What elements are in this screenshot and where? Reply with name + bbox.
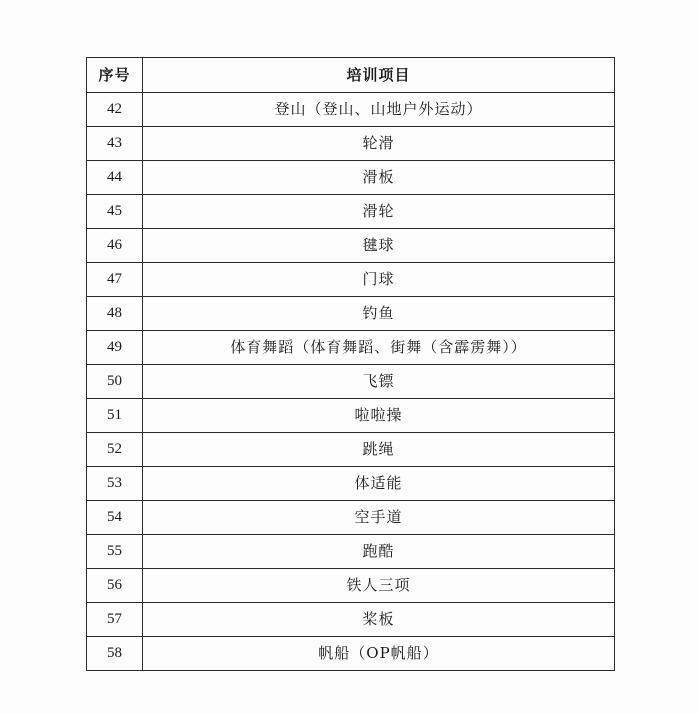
row-item: 钓鱼 [143, 297, 615, 331]
table-row [87, 263, 615, 297]
row-item: 轮滑 [143, 127, 615, 161]
table-row [87, 501, 615, 535]
row-item: 体适能 [143, 467, 615, 501]
row-item: 体育舞蹈（体育舞蹈、街舞（含霹雳舞）） [143, 331, 615, 365]
training-items-table [86, 57, 615, 671]
row-seq: 56 [87, 569, 143, 603]
row-seq: 45 [87, 195, 143, 229]
table-row [87, 637, 615, 671]
row-item: 铁人三项 [143, 569, 615, 603]
table-row [87, 467, 615, 501]
table-row [87, 603, 615, 637]
row-seq: 53 [87, 467, 143, 501]
row-seq: 55 [87, 535, 143, 569]
row-item: 滑板 [143, 161, 615, 195]
row-item: 滑轮 [143, 195, 615, 229]
table-row [87, 195, 615, 229]
row-seq: 42 [87, 93, 143, 127]
table-row [87, 127, 615, 161]
row-seq: 51 [87, 399, 143, 433]
row-item: 空手道 [143, 501, 615, 535]
row-seq: 58 [87, 637, 143, 671]
row-seq: 48 [87, 297, 143, 331]
row-item: 毽球 [143, 229, 615, 263]
table-header-row [87, 58, 615, 93]
row-item: 桨板 [143, 603, 615, 637]
table-row [87, 365, 615, 399]
table-row [87, 535, 615, 569]
table-row [87, 93, 615, 127]
row-seq: 46 [87, 229, 143, 263]
row-item: 跑酷 [143, 535, 615, 569]
row-seq: 54 [87, 501, 143, 535]
row-item: 门球 [143, 263, 615, 297]
row-seq: 49 [87, 331, 143, 365]
table-row [87, 297, 615, 331]
row-seq: 47 [87, 263, 143, 297]
row-item: 啦啦操 [143, 399, 615, 433]
table-row [87, 433, 615, 467]
table-row [87, 331, 615, 365]
header-seq: 序号 [87, 58, 143, 93]
row-seq: 43 [87, 127, 143, 161]
row-seq: 44 [87, 161, 143, 195]
table-row [87, 569, 615, 603]
row-seq: 57 [87, 603, 143, 637]
row-item: 帆船（OP帆船） [143, 637, 615, 671]
table-row [87, 399, 615, 433]
row-seq: 50 [87, 365, 143, 399]
table-row [87, 229, 615, 263]
table-row [87, 161, 615, 195]
row-item: 飞镖 [143, 365, 615, 399]
row-item: 跳绳 [143, 433, 615, 467]
row-item: 登山（登山、山地户外运动） [143, 93, 615, 127]
row-seq: 52 [87, 433, 143, 467]
header-training-item: 培训项目 [143, 58, 615, 93]
